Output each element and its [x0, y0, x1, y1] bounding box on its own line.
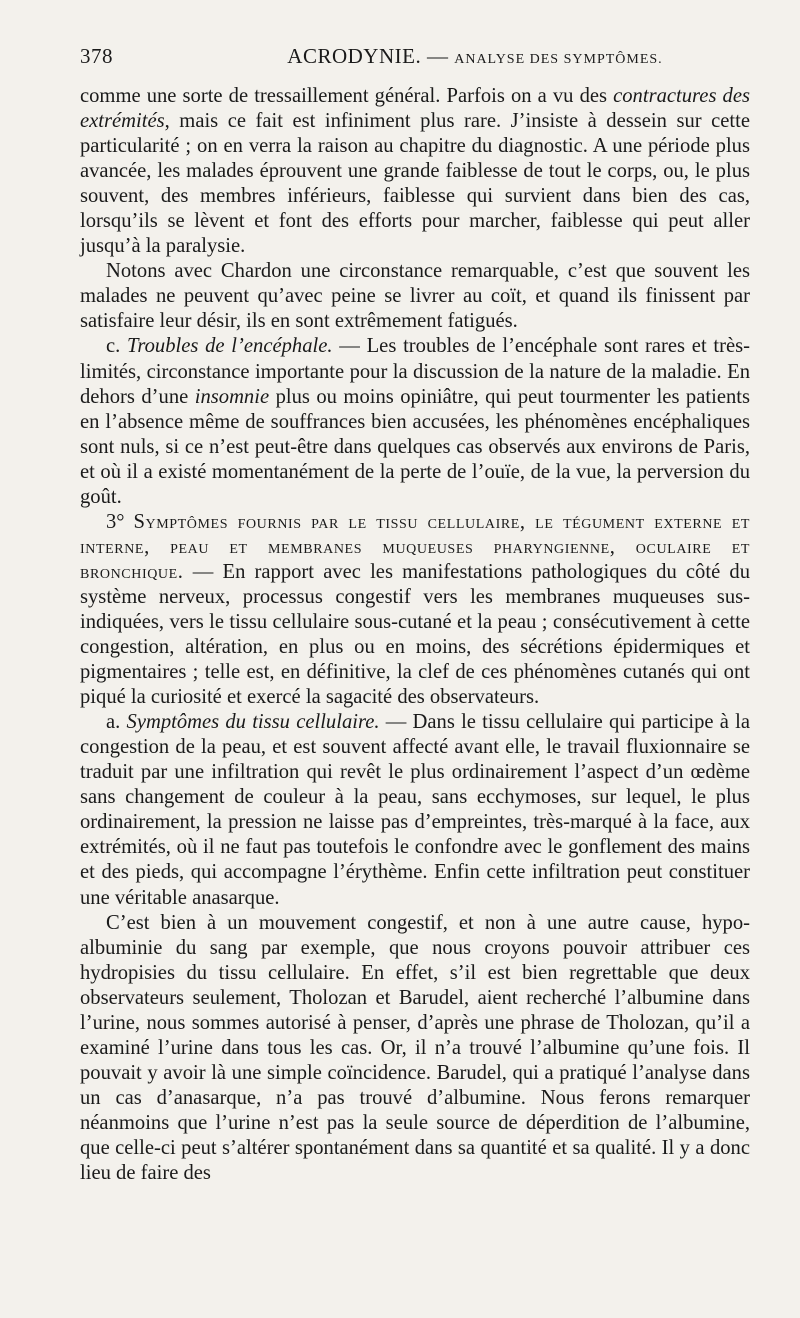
- paragraph-6: C’est bien à un mouvement congestif, et non à une autre cause, hypo-albuminie du sang par exemple, que nous croyons pouvoir attribuer ces hydropisies du tissu cellulaire. En effet, s’il est bien regrettable que deux observateurs seulement, Tholozan et Barudel, aient recherché l’albumine dans l’urine, nous sommes autorisé à penser, d’après une phrase de Tholozan, qu’il a examiné l’urine dans tous les cas. Or, il n’a trouvé l’albumine qu’une fois. Il pouvait y avoir là une simple coïncidence. Barudel, qui a pratiqué l’analyse dans un cas d’anasarque, n’a pas trouvé d’albumine. Nous ferons remarquer néanmoins que l’urine n’est pas la seule source de déperdition de l’albumine, que celle-ci peut s’altérer spontanément dans sa quantité et sa qualité. Il y a donc lieu de faire des: [80, 911, 750, 1185]
- section-heading: Symptômes du tissu cellulaire.: [126, 711, 380, 734]
- body-text: [80, 84, 750, 1186]
- text-run: , mais ce fait est infiniment plus rare. J’insiste à dessein sur cette particularité ; on en verra la raison au chapitre du diagnostic. A une période plus avancée, les malades éprouvent une grande faiblesse de tout le corps, ou, le plus souvent, des membres inférieurs, faiblesse qui survient dans bien des cas, lorsqu’ils se lèvent et font des efforts pour marcher, faiblesse qui peut aller jusqu’à la paralysie.: [80, 110, 750, 258]
- text-run: — Les troubles de l’encéphale sont rares et très-limités, circonstance importante pour la discussion de la nature de la maladie. En dehors d’une: [80, 335, 751, 408]
- paragraph-1: [80, 84, 750, 259]
- section-number: 3°: [106, 510, 134, 533]
- page-number: 378: [80, 44, 113, 68]
- section-heading: Troubles de l’encéphale.: [127, 335, 333, 358]
- page-header: [80, 44, 750, 84]
- running-head-title: ACRODYNIE.: [287, 44, 422, 68]
- section-heading: Symptômes fournis par le tissu cellulaire, le tégument externe et interne, peau et membranes muqueuses pharyngienne, oculaire et bronchique.: [80, 510, 751, 583]
- text-run: comme une sorte de tressaillement général. Parfois on a vu des: [80, 85, 614, 107]
- running-head: [200, 44, 750, 69]
- paragraph-2: Notons avec Chardon une circonstance remarquable, c’est que souvent les malades ne peuvent qu’avec peine se livrer au coït, et quand ils finissent par satisfaire leur désir, ils en sont extrêmement fatigués.: [80, 260, 750, 333]
- text-run: plus ou moins opiniâtre, qui peut tourmenter les patients en l’absence même de souffrances bien accusées, les phénomènes encéphaliques sont nuls, si ce n’est peut-être dans quelques cas observés aux environs de Paris, et où il a existé momentanément de la perte de l’ouïe, de la vue, la perversion du goût.: [80, 385, 750, 508]
- text-run: — Dans le tissu cellulaire qui participe à la congestion de la peau, et est souvent affecté avant elle, le travail fluxionnaire se traduit par une infiltration qui revêt le plus ordinairement l’aspect d’un œdème sans changement de couleur à la peau, sans ecchymoses, sur lequel, le plus ordinairement, la pression ne laisse pas d’empreintes, très-marqué à la face, aux extrémités, où il ne faut pas toutefois le confondre avec le gonflement des mains et des pieds, qui accompagne l’érythème. Enfin cette infiltration peut constituer une véritable anasarque.: [80, 711, 751, 909]
- paragraph-3: [80, 334, 750, 509]
- italic-run: contractures des extrémités: [80, 85, 751, 133]
- paragraph-5: [80, 710, 750, 910]
- text-run: a.: [106, 711, 127, 734]
- text-run: c.: [106, 335, 128, 358]
- running-head-subtitle: ANALYSE DES SYMPTÔMES.: [454, 52, 663, 67]
- paragraph-4: [80, 510, 750, 710]
- italic-run: insomnie: [194, 385, 270, 408]
- running-head-dash: —: [421, 44, 455, 68]
- text-run: — En rapport avec les manifestations pathologiques du côté du système nerveux, processus congestif vers les membranes muqueuses sus-indiquées, vers le tissu cellulaire sous-cutané et la peau ; consécutivement à cette congestion, altération, en plus ou en moins, des sécrétions épidermiques et pigmentaires ; telle est, en définitive, la clef de ces phénomènes cutanés qui ont piqué la curiosité et exercé la sagacité des observateurs.: [80, 560, 750, 709]
